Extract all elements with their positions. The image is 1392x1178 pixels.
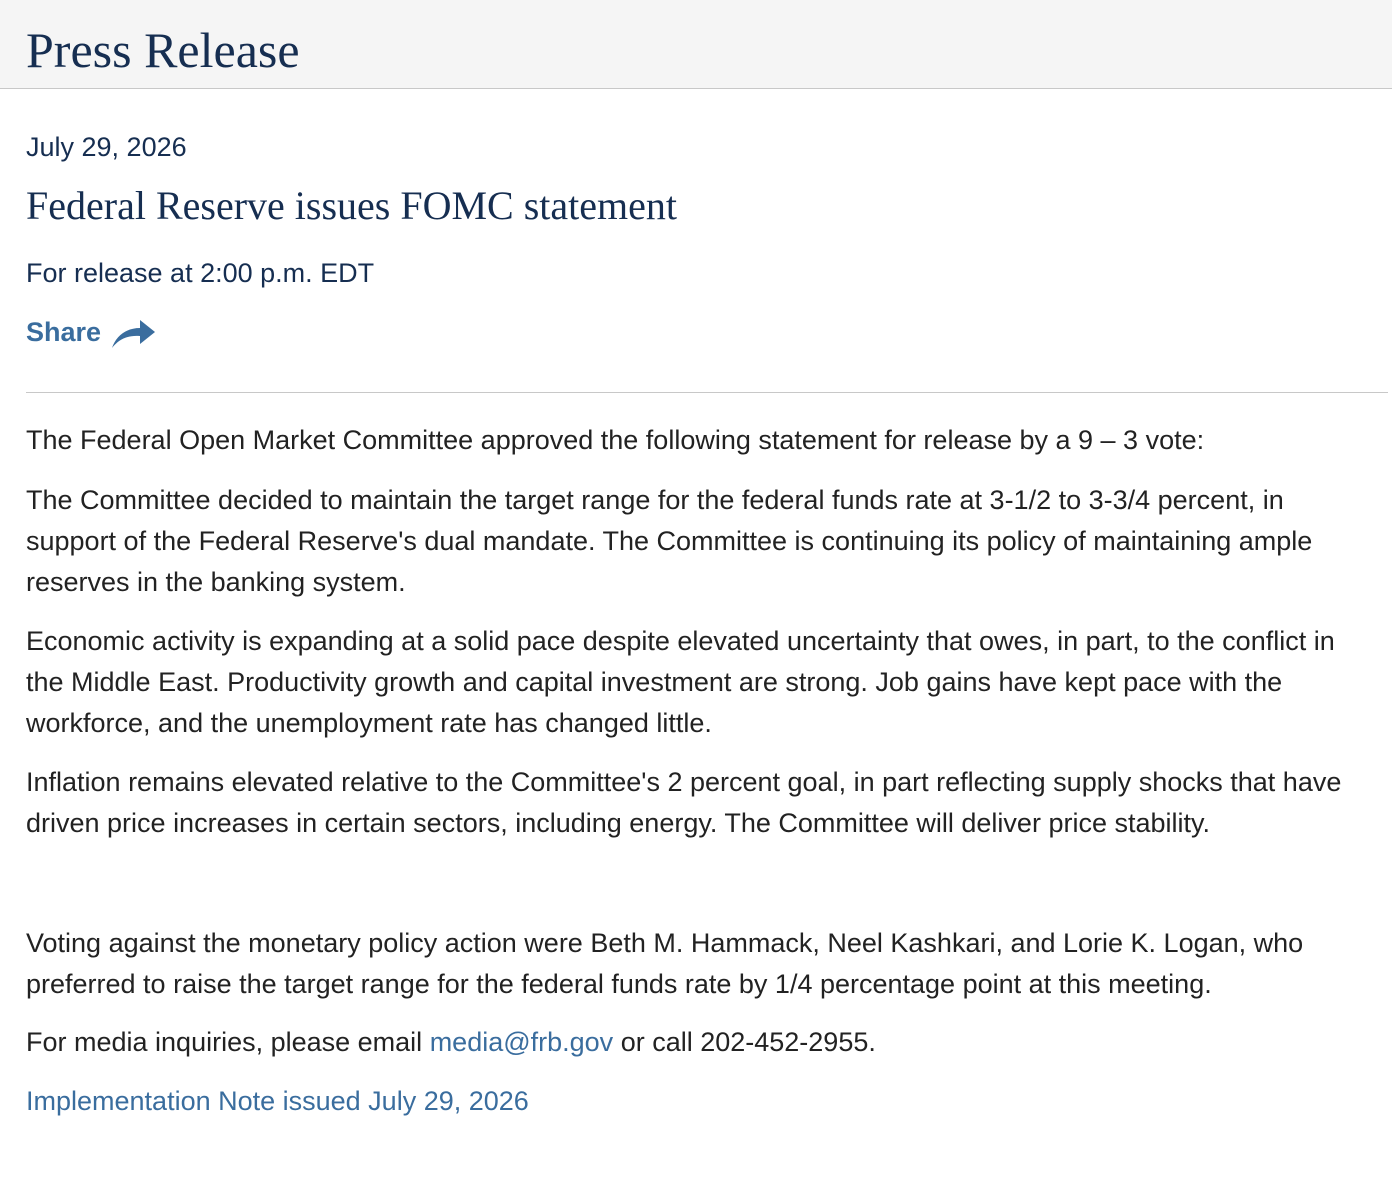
media-email-link[interactable]: media@frb.gov: [429, 1027, 614, 1057]
page-title: Press Release: [26, 22, 300, 78]
share-label: Share: [26, 317, 102, 347]
content-divider: [26, 392, 1388, 393]
vote-intro-paragraph: The Federal Open Market Committee approved the following statement for release by a 9 – 3 vote:: [26, 425, 1205, 455]
release-date: July 29, 2026: [26, 132, 187, 162]
dissent-paragraph: Voting against the monetary policy action were Beth M. Hammack, Neel Kashkari, and Lorie K. Logan, who preferred to raise the target range for the federal funds rate by 1/4 percentage point at this meeting.: [26, 928, 1304, 999]
implementation-note-link[interactable]: Implementation Note issued July 29, 2026: [26, 1086, 529, 1116]
media-inquiries-paragraph: [26, 1022, 1376, 1063]
economic-activity-paragraph: Economic activity is expanding at a solid pace despite elevated uncertainty that owes, in part, to the conflict in the Middle East. Productivity growth and capital investment are strong. Job gains have kept pace with the workforce, and the unemployment rate has changed little.: [26, 626, 1335, 738]
share-button[interactable]: [26, 314, 156, 350]
policy-decision-paragraph: The Committee decided to maintain the target range for the federal funds rate at 3-1/2 to 3-3/4 percent, in support of the Federal Reserve's dual mandate. The Committee is continuing its policy of maintaining ample reserves in the banking system.: [26, 485, 1313, 597]
article-title: Federal Reserve issues FOMC statement: [26, 183, 677, 228]
share-arrow-icon: [110, 314, 156, 350]
implementation-note-paragraph: [26, 1081, 1376, 1122]
media-inquiries-prefix: For media inquiries, please email: [26, 1027, 430, 1057]
inflation-paragraph: Inflation remains elevated relative to the Committee's 2 percent goal, in part reflecting supply shocks that have driven price increases in certain sectors, including energy. The Committee will deliver price stability.: [26, 767, 1342, 838]
release-time: For release at 2:00 p.m. EDT: [26, 258, 375, 288]
media-inquiries-suffix: or call 202-452-2955.: [613, 1027, 876, 1057]
page-header: [0, 0, 1392, 89]
